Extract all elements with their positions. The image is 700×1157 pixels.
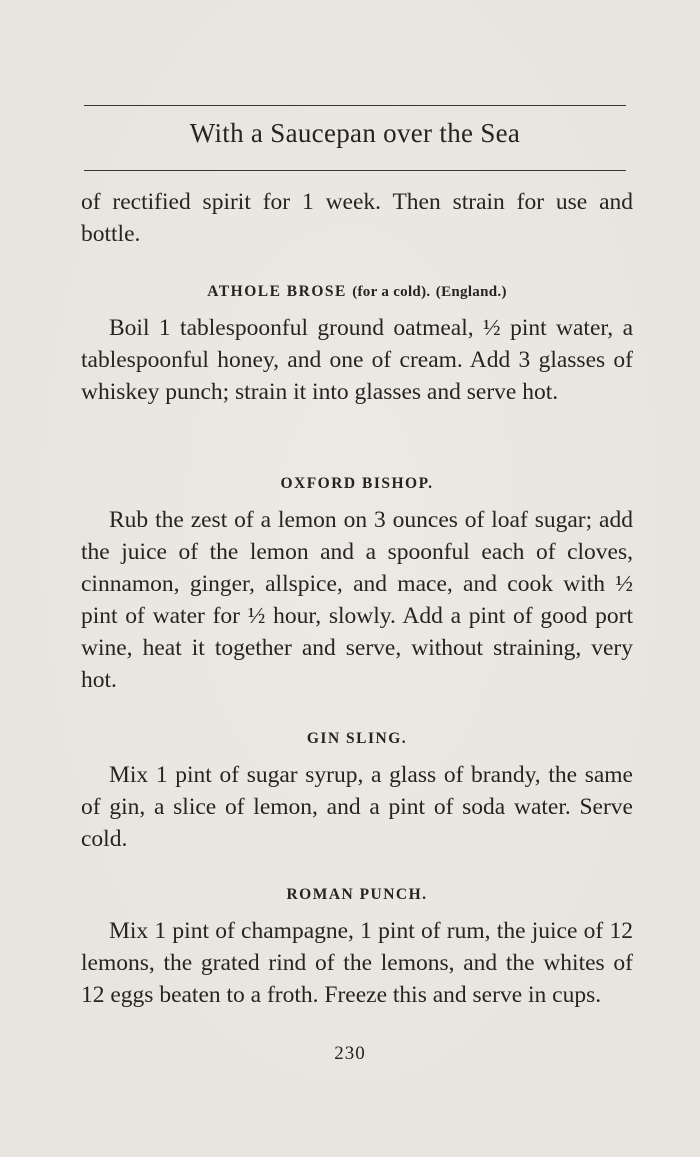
page-number: 230 bbox=[334, 1043, 366, 1064]
recipe-title: GIN SLING. bbox=[306, 730, 408, 747]
continuation-paragraph: of rectified spirit for 1 week. Then strain for use and bottle. bbox=[81, 189, 633, 247]
recipe-heading-oxford-bishop bbox=[81, 475, 633, 493]
recipe-title: ROMAN PUNCH. bbox=[286, 886, 428, 903]
recipe-body-gin-sling bbox=[81, 759, 633, 855]
continuation-text bbox=[81, 186, 633, 250]
recipe-paragraph: Mix 1 pint of sugar syrup, a glass of brandy, the same of gin, a slice of lemon, and a pint of soda water. Serve cold. bbox=[81, 762, 633, 852]
recipe-body-athole-brose bbox=[81, 312, 633, 408]
recipe-paragraph: Mix 1 pint of champagne, 1 pint of rum, the juice of 12 lemons, the grated rind of the lemons, and the whites of 12 eggs beaten to a froth. Freeze this and serve in cups. bbox=[81, 918, 633, 1008]
header-rule-top bbox=[84, 105, 626, 106]
recipe-body-roman-punch bbox=[81, 915, 633, 1011]
recipe-title: ATHOLE BROSE bbox=[207, 283, 347, 300]
recipe-paragraph: Rub the zest of a lemon on 3 ounces of loaf sugar; add the juice of the lemon and a spoonful each of cloves, cinnamon, ginger, allspice, and mace, and cook with ½ pint of water for ½ hour, slowly. Add a pint of good port wine, heat it together and serve, without straining, very hot. bbox=[81, 507, 633, 693]
recipe-heading-roman-punch bbox=[81, 886, 633, 904]
recipe-title: OXFORD BISHOP. bbox=[280, 475, 434, 492]
header-rule-bottom bbox=[84, 170, 626, 171]
running-head: With a Saucepan over the Sea bbox=[189, 118, 521, 148]
recipe-region: (England.) bbox=[435, 284, 507, 300]
recipe-heading-gin-sling bbox=[81, 730, 633, 748]
recipe-paragraph: Boil 1 tablespoonful ground oatmeal, ½ pint water, a tablespoonful honey, and one of cream. Add 3 glasses of whiskey punch; strain it into glasses and serve hot. bbox=[81, 315, 633, 405]
recipe-qualifier: (for a cold). bbox=[352, 284, 431, 300]
recipe-body-oxford-bishop bbox=[81, 504, 633, 696]
recipe-heading-athole-brose bbox=[81, 283, 633, 301]
